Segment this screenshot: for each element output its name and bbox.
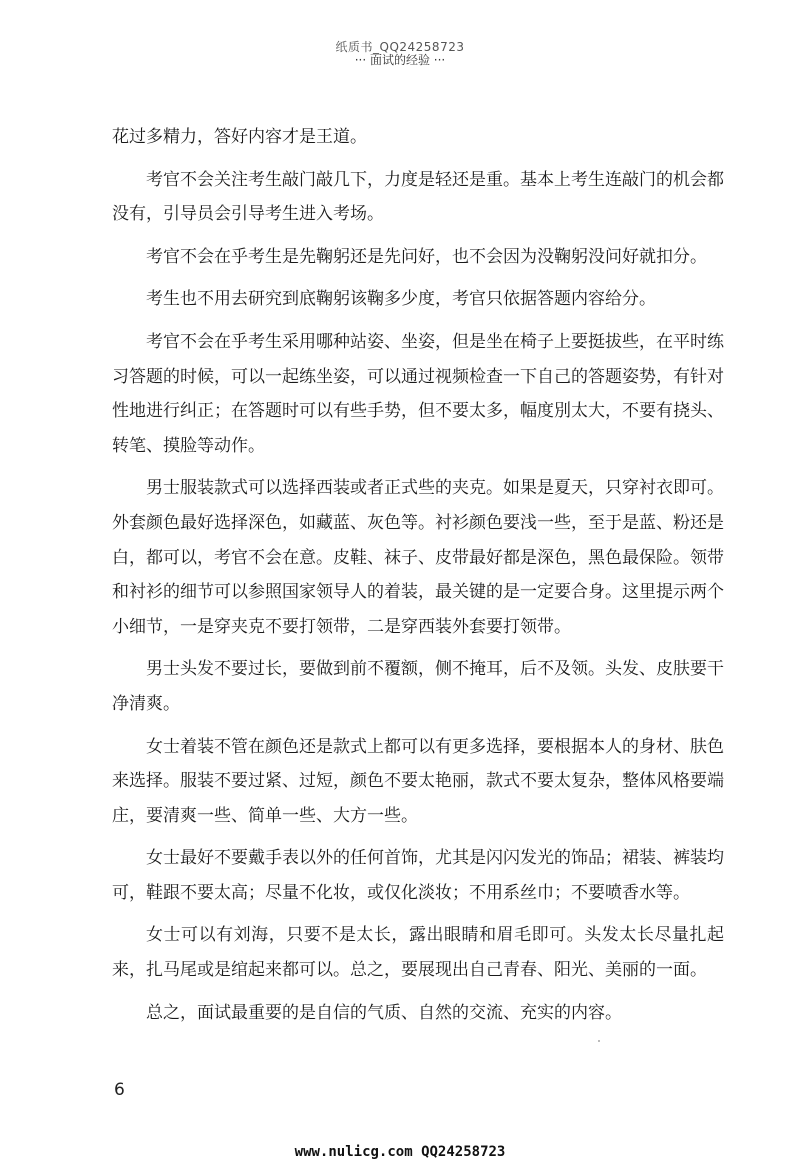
paragraph: 考官不会在乎考生采用哪种站姿、坐姿，但是坐在椅子上要挺拔些，在平时练习答题的时候，可以一起练坐姿，可以通过视频检查一下自己的答题姿势，有针对性地进行纠正；在答题时可以有些手势，但不要太多，幅度別太大，不要有挠头、转笔、摸脸等动作。 — [112, 331, 724, 456]
page-number: 6 — [114, 1080, 125, 1100]
body-text — [112, 120, 724, 1038]
watermark-stamp: 纸质书_QQ24258723 — [335, 40, 465, 54]
scan-speck — [598, 1040, 600, 1042]
paragraph: 女士可以有刘海，只要不是太长，露出眼睛和眉毛即可。头发太长尽量扎起来，扎马尾或是绾起来都可以。总之，要展现出自己青春、阳光、美丽的一面。 — [112, 925, 724, 981]
paragraph: 女士着装不管在颜色还是款式上都可以有更多选择，要根据本人的身材、肤色来选择。服装不要过紧、过短，颜色不要太艳丽，款式不要太复杂，整体风格要端庄，要清爽一些、简单一些、大方一些。 — [112, 736, 724, 826]
paragraph: 男士服装款式可以选择西装或者正式些的夹克。如果是夏天，只穿衬衣即可。外套颜色最好选择深色，如藏蓝、灰色等。衬衫颜色要浅一些，至于是蓝、粉还是白，都可以，考官不会在意。皮鞋、袜子、皮带最好都是深色，黑色最保险。领带和衬衫的细节可以参照国家领导人的着装，最关键的是一定要合身。这里提示两个小细节，一是穿夹克不要打领带，二是穿西装外套要打领带。 — [112, 478, 724, 637]
paragraph: 考官不会在乎考生是先鞠躬还是先问好，也不会因为没鞠躬没问好就扣分。 — [146, 246, 707, 267]
footer-url: www.nulicg.com QQ24258723 — [294, 1144, 506, 1160]
paragraph: 总之，面试最重要的是自信的气质、自然的交流、充实的内容。 — [146, 1002, 622, 1023]
paragraph: 女士最好不要戴手表以外的任何首饰，尤其是闪闪发光的饰品；裙装、裤装均可，鞋跟不要太高；尽量不化妆，或仅化淡妆；不用系丝巾；不要喷香水等。 — [112, 848, 724, 903]
paragraph: 考官不会关注考生敲门敲几下，力度是轻还是重。基本上考生连敲门的机会都没有，引导员会引导考生进入考场。 — [112, 169, 724, 225]
paragraph-continuation: 花过多精力，答好内容才是王道。 — [112, 127, 367, 147]
paragraph: 男士头发不要过长，要做到前不覆额，侧不掩耳，后不及领。头发、皮肤要干净清爽。 — [112, 659, 724, 714]
running-head: ··· 面试的经验 ··· — [354, 53, 446, 67]
paragraph: 考生也不用去研究到底鞠躬该鞠多少度，考官只依据答题内容给分。 — [146, 289, 656, 310]
